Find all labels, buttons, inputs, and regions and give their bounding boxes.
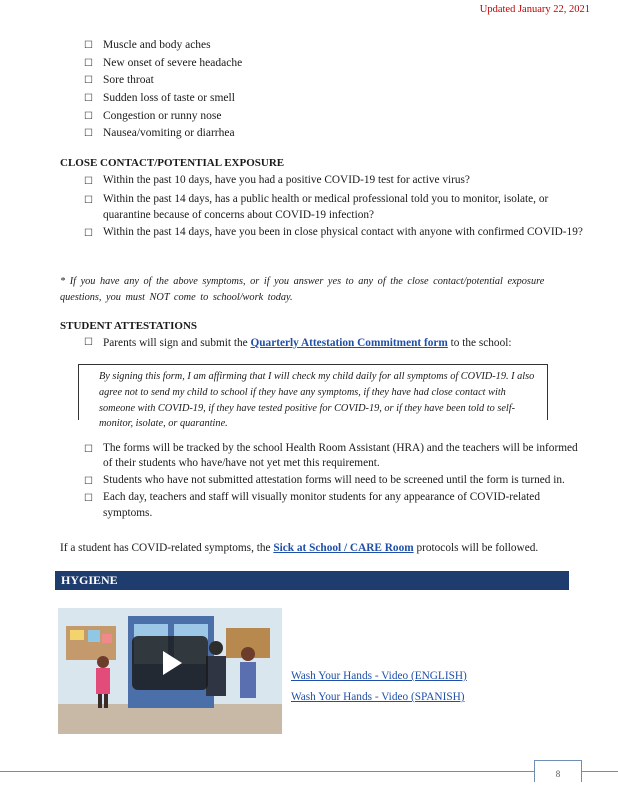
bullet-icon: ☐: [84, 493, 93, 505]
updated-date: Updated January 22, 2021: [479, 4, 590, 15]
close-contact-heading: CLOSE CONTACT/POTENTIAL EXPOSURE: [60, 157, 285, 169]
video-link-english[interactable]: Wash Your Hands - Video (ENGLISH): [291, 670, 467, 682]
video-illustration: [58, 608, 282, 734]
hygiene-heading: HYGIENE: [55, 571, 569, 590]
parents-line: ☐ Parents will sign and submit the Quarterly Attestation Commitment form to the school:: [84, 337, 512, 349]
list-item: ☐ Sudden loss of taste or smell: [84, 90, 564, 108]
list-item: ☐ The forms will be tracked by the school Health Room Assistant (HRA) and the teachers will be informed of their students who have/have not yet met this requirement.: [84, 441, 584, 472]
page-number: 8: [534, 760, 582, 782]
list-item: ☐ Nausea/vomiting or diarrhea: [84, 125, 564, 143]
checkbox-icon: ☐: [84, 110, 93, 122]
sick-protocol-line: If a student has COVID-related symptoms, the Sick at School / CARE Room protocols will be followed.: [60, 542, 539, 554]
list-item: ☐ Congestion or runny nose: [84, 107, 564, 125]
list-item: ☐ New onset of severe headache: [84, 55, 564, 73]
list-item: ☐ Within the past 14 days, have you been in close physical contact with anyone with confirmed COVID-19?: [84, 225, 584, 242]
handwashing-video-thumbnail[interactable]: [58, 608, 282, 734]
student-attestations-heading: STUDENT ATTESTATIONS: [60, 320, 198, 332]
checkbox-icon: ☐: [84, 228, 93, 240]
video-links: [291, 666, 467, 708]
list-item: ☐ Each day, teachers and staff will visually monitor students for any appearance of COVID-related symptoms.: [84, 490, 584, 521]
list-item: ☐ Muscle and body aches: [84, 37, 564, 55]
list-item: ☐ Sore throat: [84, 72, 564, 90]
close-contact-list: [84, 173, 584, 244]
sick-at-school-link[interactable]: Sick at School / CARE Room: [273, 542, 414, 554]
attestation-form-link[interactable]: Quarterly Attestation Commitment form: [250, 337, 448, 349]
bullet-icon: ☐: [84, 444, 93, 455]
checkbox-icon: ☐: [84, 40, 93, 52]
list-item: ☐ Within the past 14 days, has a public health or medical professional told you to monitor, isolate, or quarantine because of concerns about COVID-19 infection?: [84, 192, 584, 224]
list-item: ☐ Students who have not submitted attestation forms will need to be screened until the form is turned in.: [84, 473, 584, 489]
attestation-quote: By signing this form, I am affirming that I will check my child daily for all symptoms of COVID-19. I also agree not to send my child to school if they have any symptoms, if they have had close contact with someone with COVID-19, if they have tested positive for COVID-19, or if they have been told to self-monitor, isolate, or quarantine.: [78, 364, 548, 420]
checkbox-icon: ☐: [84, 128, 93, 140]
checkbox-icon: ☐: [84, 93, 93, 105]
exposure-note: * If you have any of the above symptoms, or if you answer yes to any of the close contact/potential exposure questions, you must NOT come to school/work today.: [60, 276, 545, 303]
bullet-icon: ☐: [84, 475, 93, 487]
checkbox-icon: ☐: [84, 57, 93, 69]
attestation-list: [84, 441, 584, 522]
bullet-icon: ☐: [84, 337, 93, 348]
list-item: ☐ Within the past 10 days, have you had a positive COVID-19 test for active virus?: [84, 173, 584, 190]
symptom-list: [84, 37, 564, 143]
checkbox-icon: ☐: [84, 194, 93, 206]
video-link-spanish[interactable]: Wash Your Hands - Video (SPANISH): [291, 691, 465, 703]
footer-rule: [0, 771, 618, 772]
checkbox-icon: ☐: [84, 75, 93, 87]
checkbox-icon: ☐: [84, 176, 93, 187]
